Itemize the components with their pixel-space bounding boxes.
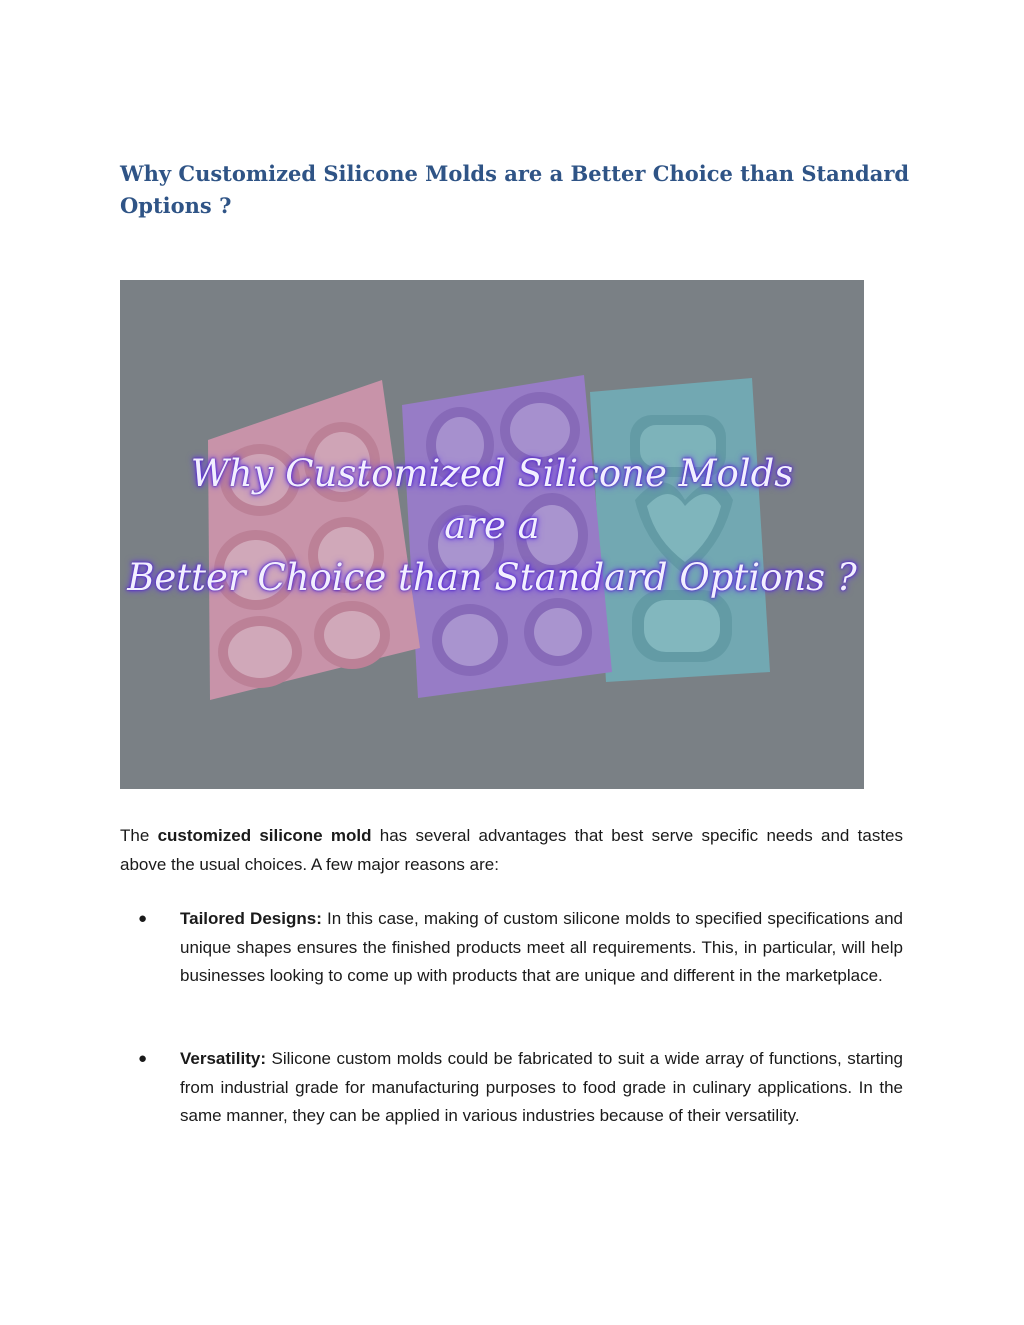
page-title: Why Customized Silicone Molds are a Better Choice than Standard Options ? xyxy=(120,161,910,218)
hero-line-2: are a xyxy=(444,504,540,547)
bullet-marker: ● xyxy=(138,1050,148,1067)
bullet-marker: ● xyxy=(138,910,148,927)
hero-line-1: Why Customized Silicone Molds xyxy=(190,452,794,495)
intro-lead: The xyxy=(120,826,158,845)
list-item-label: Tailored Designs: xyxy=(180,909,322,928)
list-item-body: In this case, making of custom silicone molds to specified specifications and unique shapes ensures the finished products meet all requirements. This, in particular, will help businesses looking to come up with products that are unique and different in the marketplace. xyxy=(180,909,903,985)
list-item-text xyxy=(180,905,903,991)
hero-overlay-text xyxy=(120,448,864,604)
hero-line-3: Better Choice than Standard Options ? xyxy=(127,556,857,599)
hero-image xyxy=(120,280,864,789)
intro-rest: has several advantages that best serve specific needs and tastes above the usual choices. A few major reasons are: xyxy=(120,826,903,874)
intro-keyword: customized silicone mold xyxy=(157,826,372,845)
list-item-text xyxy=(180,1045,903,1131)
intro-paragraph xyxy=(120,822,903,879)
list-item-body: Silicone custom molds could be fabricated to suit a wide array of functions, starting from industrial grade for manufacturing purposes to food grade in culinary applications. In the same manner, they can be applied in various industries because of their versatility. xyxy=(180,1049,903,1125)
list-item-label: Versatility: xyxy=(180,1049,266,1068)
